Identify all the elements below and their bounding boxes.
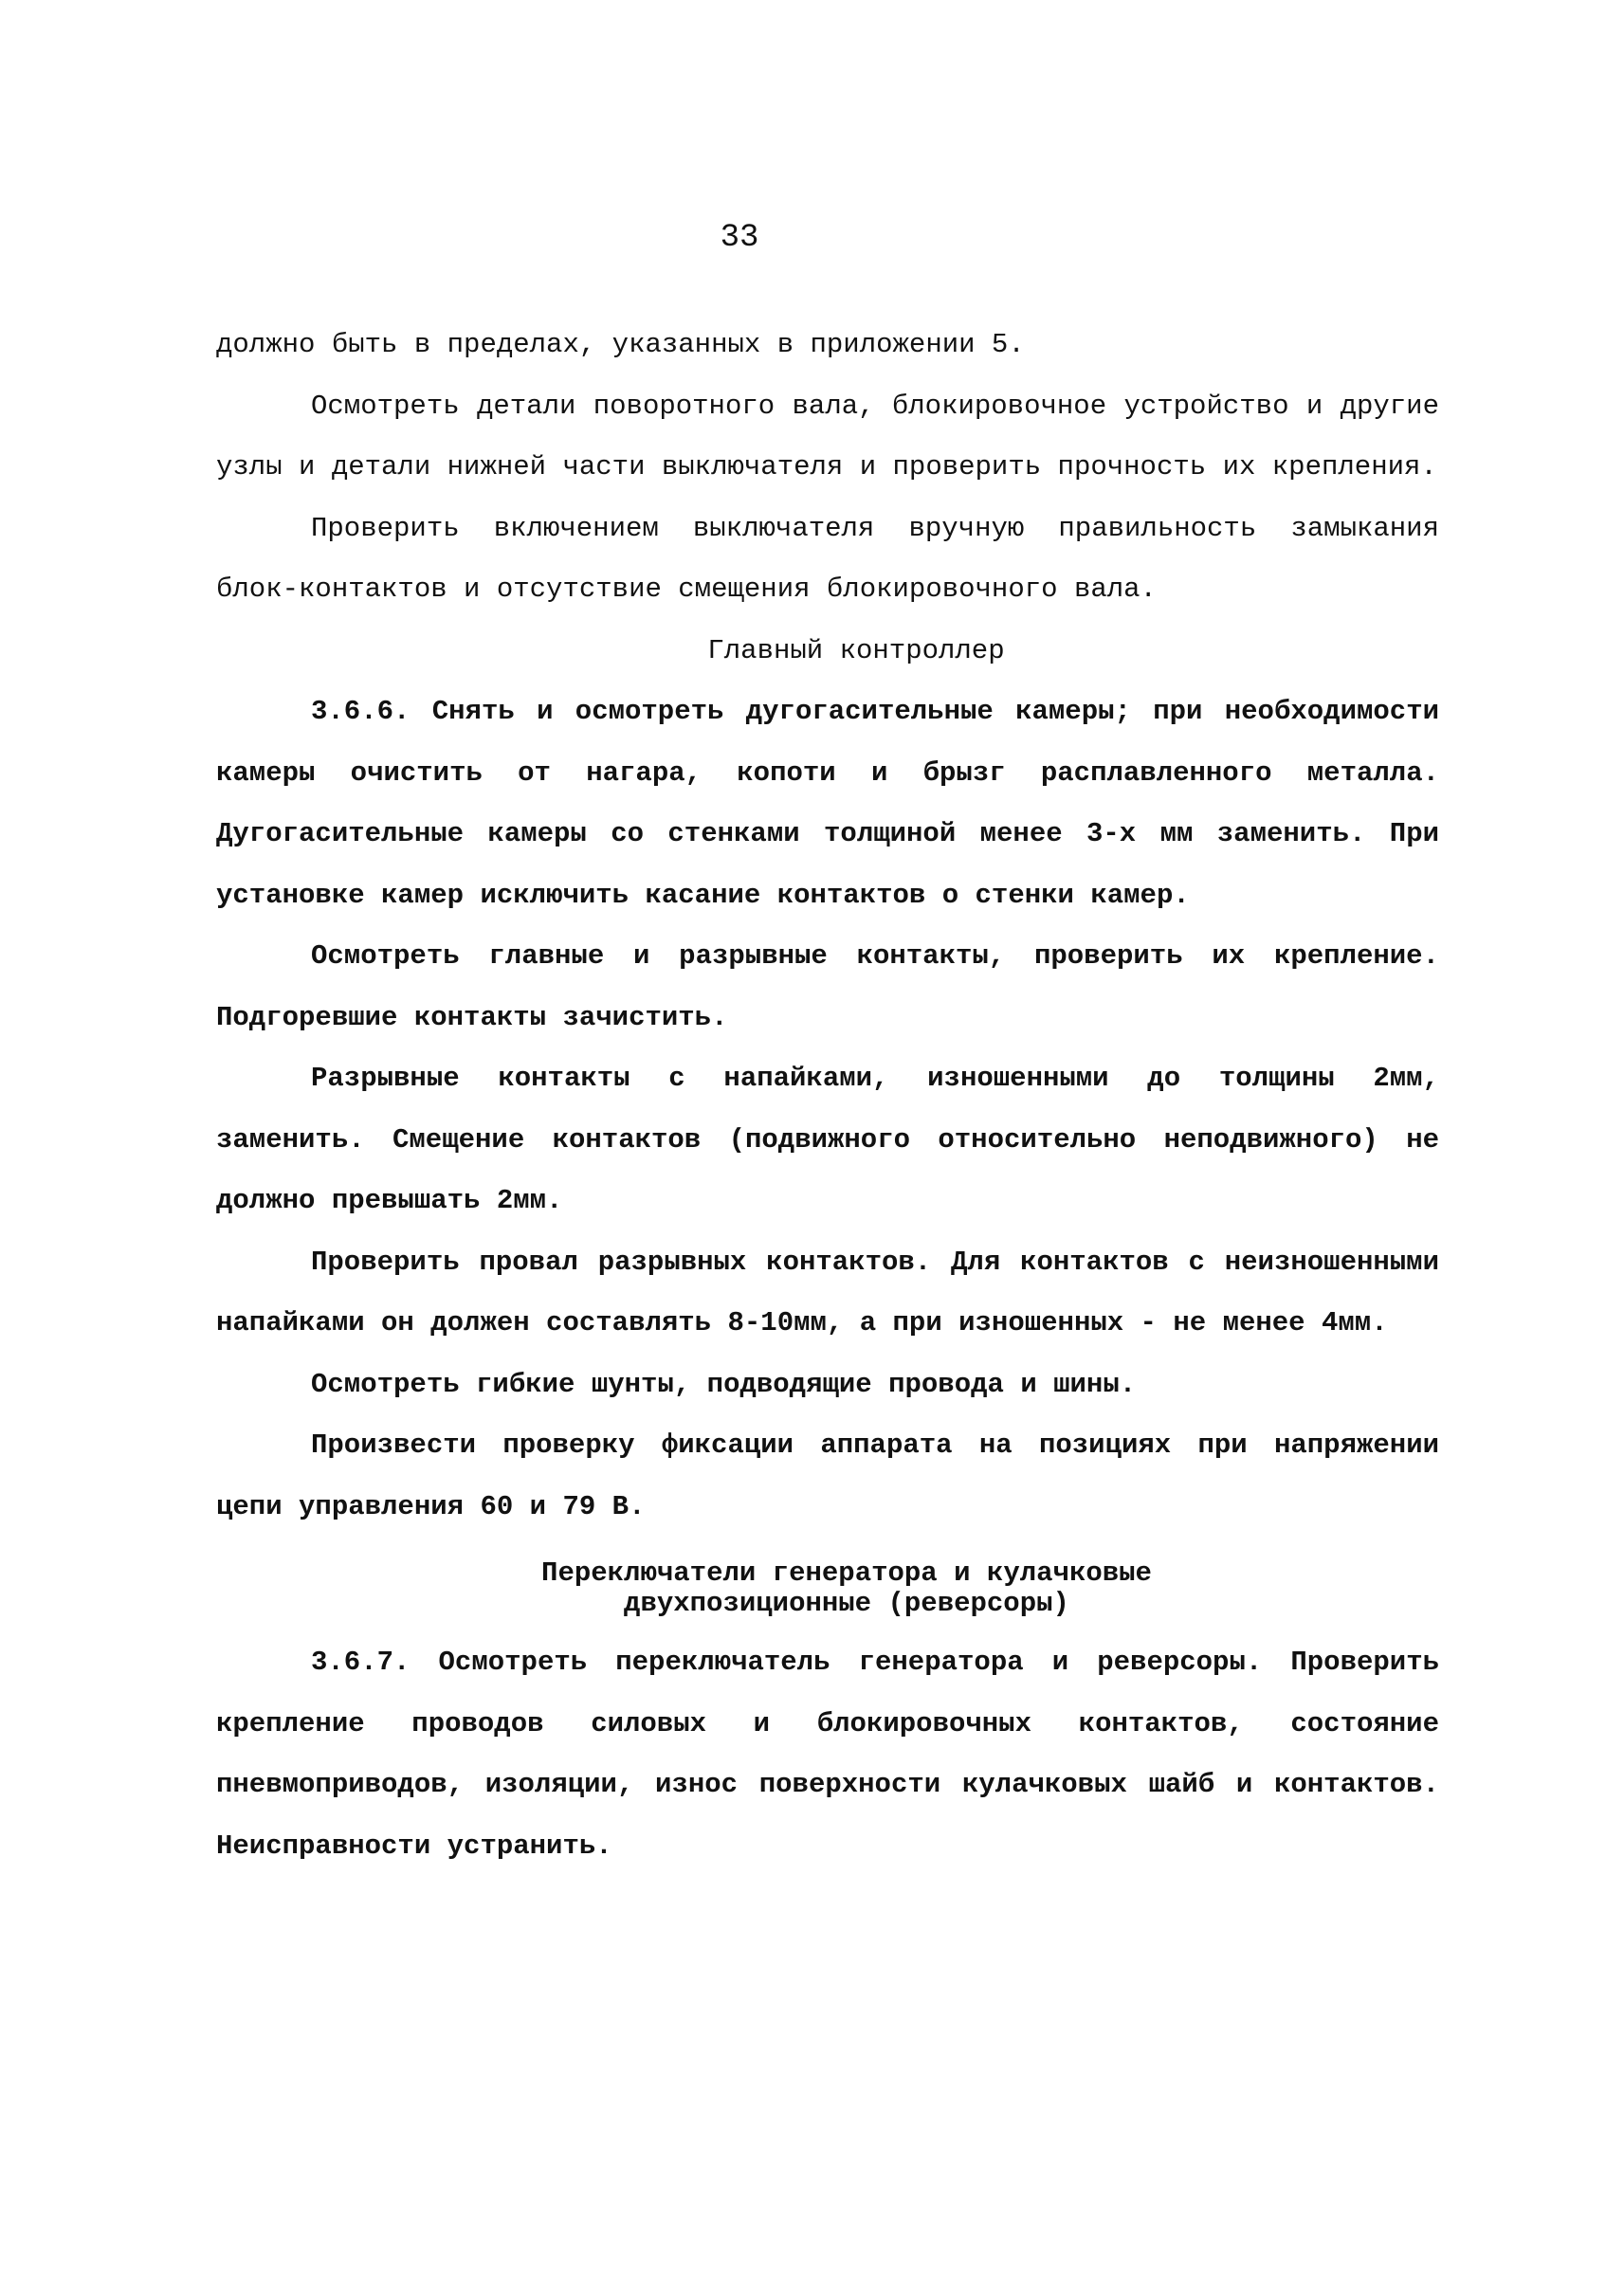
page-number: 33 xyxy=(720,220,759,256)
paragraph-fixation-check: Произвести проверку фиксации аппарата на позициях при напряжении цепи управления 60 и 79 В. xyxy=(216,1429,1439,1522)
heading-switches-line-1: Переключатели генератора и кулачковые xyxy=(541,1557,1152,1589)
paragraph-shunts: Осмотреть гибкие шунты, подводящие провода и шины. xyxy=(311,1368,1137,1400)
paragraph-aux-contacts: Проверить включением выключателя вручную правильность замыкания блок-контактов и отсутствие смещения блокировочного вала. xyxy=(216,512,1439,605)
paragraph-continuation: должно быть в пределах, указанных в приложении 5. xyxy=(216,329,1025,360)
paragraph-3-6-7: 3.6.7. Осмотреть переключатель генератора и реверсоры. Проверить крепление проводов силовых и блокировочных контактов, состояние пневмоприводов, изоляции, износ поверхности кулачковых шайб и контактов. Неисправности устранить. xyxy=(216,1647,1439,1862)
body-text xyxy=(216,315,1439,1877)
paragraph-contact-gap: Проверить провал разрывных контактов. Для контактов с неизношенными напайками он должен составлять 8-10мм, а при изношенных - не менее 4мм. xyxy=(216,1246,1439,1338)
paragraph-rotary-shaft: Осмотреть детали поворотного вала, блокировочное устройство и другие узлы и детали нижней части выключателя и проверить прочность их крепления. xyxy=(216,390,1439,482)
heading-switches xyxy=(216,1538,1439,1632)
paragraph-3-6-6: 3.6.6. Снять и осмотреть дугогасительные камеры; при необходимости камеры очистить от нагара, копоти и брызг расплавленного металла. Дугогасительные камеры со стенками толщиной менее 3-х мм заменить. При установке камер исключить касание контактов о стенки камер. xyxy=(216,696,1439,911)
paragraph-main-contacts: Осмотреть главные и разрывные контакты, проверить их крепление. Подгоревшие контакты зачистить. xyxy=(216,940,1439,1033)
heading-switches-line-2: двухпозиционные (реверсоры) xyxy=(624,1588,1069,1619)
paragraph-breaking-contacts: Разрывные контакты с напайками, изношенными до толщины 2мм, заменить. Смещение контактов (подвижного относительно неподвижного) не должно превышать 2мм. xyxy=(216,1063,1439,1216)
heading-main-controller: Главный контроллер xyxy=(707,634,1005,666)
